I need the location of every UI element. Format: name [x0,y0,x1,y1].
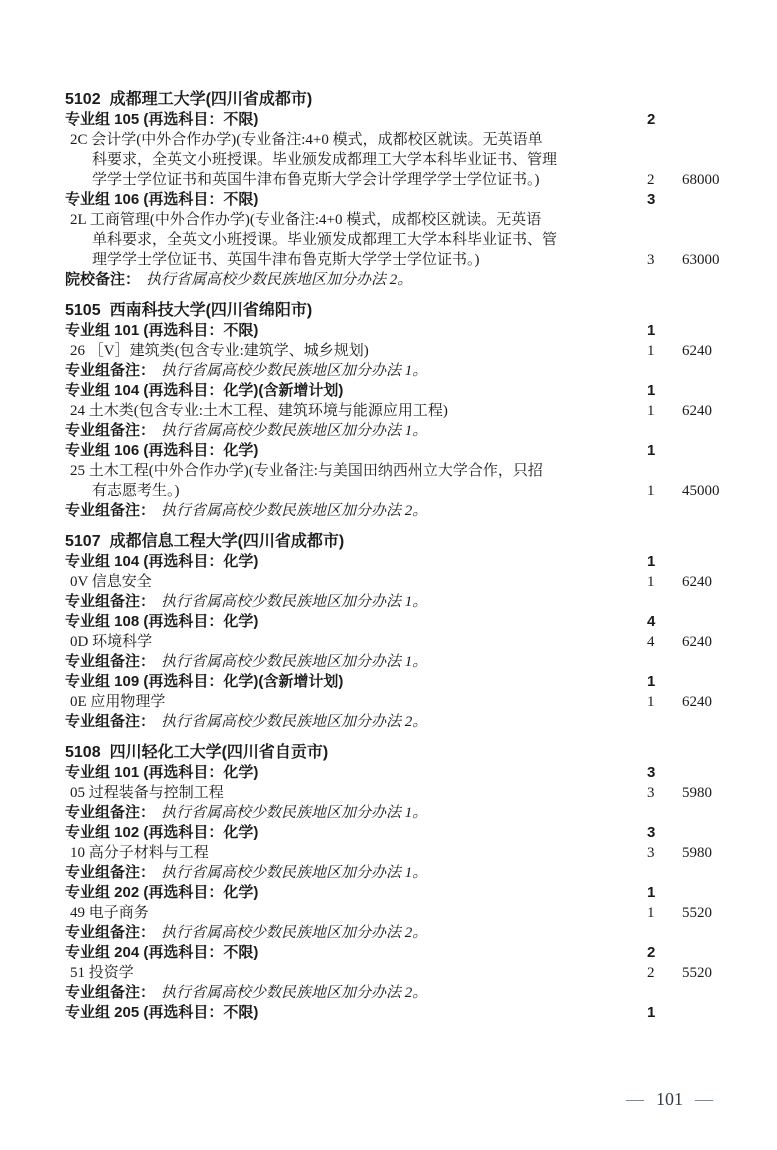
major-plan-count: 1 [647,694,655,710]
group-label: 专业组 202 (再选科目：化学) [65,884,259,901]
group-label: 专业组 104 (再选科目：化学) [65,553,259,570]
major-row [65,963,754,983]
note-label: 专业组备注： [65,593,156,610]
group-note-row [65,652,754,672]
group-row [65,321,754,341]
group-row [65,441,754,461]
major-row [65,572,754,592]
group-note-row [65,923,754,943]
group-label: 专业组 104 (再选科目：化学)(含新增计划) [65,382,344,399]
university-section [65,301,754,521]
major-tuition-fee: 45000 [682,483,720,499]
note-text: 执行省属高校少数民族地区加分办法 2。 [161,985,428,1001]
major-plan-count: 2 [647,965,655,981]
major-text [65,461,644,501]
major-row [65,401,754,421]
group-plan-count: 3 [647,824,656,841]
note-label: 专业组备注： [65,804,156,821]
note-text: 执行省属高校少数民族地区加分办法 2。 [161,503,428,519]
major-plan-count: 1 [647,574,655,590]
group-label: 专业组 109 (再选科目：化学)(含新增计划) [65,673,344,690]
group-plan-count: 2 [647,944,656,961]
note-text: 执行省属高校少数民族地区加分办法 1。 [161,363,428,379]
group-row [65,190,754,210]
note-label: 专业组备注： [65,502,156,519]
group-row [65,612,754,632]
major-row [65,341,754,361]
group-plan-count: 3 [647,191,656,208]
major-line: 49 电子商务 [70,905,149,921]
note-label: 专业组备注： [65,984,156,1001]
group-plan-count: 1 [647,322,656,339]
university-section [65,532,754,732]
major-text [65,572,644,592]
page-number-dash-left: — [626,1089,644,1109]
major-line: 0D 环境科学 [70,634,153,650]
university-heading [65,743,754,763]
group-row [65,1003,754,1023]
group-row [65,110,754,130]
major-line: 2C 会计学(中外合作办学)(专业备注:4+0 模式，成都校区就读。无英语单 [70,132,543,148]
university-heading [65,90,754,110]
group-label: 专业组 105 (再选科目：不限) [65,111,259,128]
major-line: 24 土木类(包含专业:土木工程、建筑环境与能源应用工程) [70,403,448,419]
university-name: 成都理工大学(四川省成都市) [109,91,313,108]
university-heading [65,301,754,321]
major-plan-count: 2 [647,172,655,188]
group-label: 专业组 101 (再选科目：不限) [65,322,259,339]
major-plan-count: 1 [647,343,655,359]
note-text: 执行省属高校少数民族地区加分办法 1。 [161,805,428,821]
group-note-row [65,712,754,732]
group-plan-count: 1 [647,553,656,570]
group-row [65,823,754,843]
major-tuition-fee: 63000 [682,252,720,268]
group-row [65,552,754,572]
major-line: 25 土木工程(中外合作办学)(专业备注:与美国田纳西州立大学合作，只招 [70,463,543,479]
major-row [65,461,754,501]
group-note-row [65,592,754,612]
major-tuition-fee: 6240 [682,343,712,359]
note-text: 执行省属高校少数民族地区加分办法 2。 [161,714,428,730]
major-tuition-fee: 5520 [682,965,712,981]
group-label: 专业组 205 (再选科目：不限) [65,1004,259,1021]
major-text [65,963,644,983]
major-line: 有志愿考生。) [92,483,180,499]
major-line: 26 ［V］建筑类(包含专业:建筑学、城乡规划) [70,343,369,359]
major-text [65,210,644,270]
group-plan-count: 4 [647,613,656,630]
major-plan-count: 1 [647,483,655,499]
university-name: 成都信息工程大学(四川省成都市) [109,533,345,550]
university-name: 西南科技大学(四川省绵阳市) [109,302,313,319]
major-text [65,783,644,803]
group-plan-count: 3 [647,764,656,781]
university-code: 5108 [65,744,101,761]
note-text: 执行省属高校少数民族地区加分办法 2。 [161,925,428,941]
group-note-row [65,361,754,381]
major-plan-count: 3 [647,252,655,268]
group-row [65,883,754,903]
group-label: 专业组 101 (再选科目：化学) [65,764,259,781]
note-label: 专业组备注： [65,864,156,881]
group-row [65,381,754,401]
major-row [65,210,754,270]
major-text [65,692,644,712]
group-plan-count: 2 [647,111,656,128]
major-line: 0V 信息安全 [70,574,152,590]
university-section [65,743,754,1023]
group-note-row [65,501,754,521]
note-label: 专业组备注： [65,653,156,670]
major-plan-count: 3 [647,785,655,801]
university-code: 5107 [65,533,101,550]
note-label: 院校备注： [65,271,141,288]
note-label: 专业组备注： [65,422,156,439]
major-tuition-fee: 6240 [682,403,712,419]
major-row [65,130,754,190]
page-number-value: 101 [656,1089,683,1109]
school-note-row [65,270,754,290]
major-tuition-fee: 6240 [682,634,712,650]
group-label: 专业组 102 (再选科目：化学) [65,824,259,841]
major-tuition-fee: 6240 [682,574,712,590]
major-row [65,692,754,712]
group-label: 专业组 106 (再选科目：化学) [65,442,259,459]
major-tuition-fee: 5980 [682,785,712,801]
major-line: 2L 工商管理(中外合作办学)(专业备注:4+0 模式，成都校区就读。无英语 [70,212,542,228]
major-tuition-fee: 68000 [682,172,720,188]
major-row [65,903,754,923]
major-text [65,401,644,421]
major-text [65,341,644,361]
group-label: 专业组 204 (再选科目：不限) [65,944,259,961]
major-line: 科要求，全英文小班授课。毕业颁发成都理工大学本科毕业证书、管理 [92,152,558,168]
university-section [65,90,754,290]
major-line: 单科要求，全英文小班授课。毕业颁发成都理工大学本科毕业证书、管 [92,232,558,248]
note-text: 执行省属高校少数民族地区加分办法 1。 [161,423,428,439]
major-row [65,632,754,652]
major-plan-count: 3 [647,845,655,861]
major-row [65,783,754,803]
major-line: 10 高分子材料与工程 [70,845,209,861]
major-plan-count: 1 [647,905,655,921]
major-text [65,632,644,652]
group-plan-count: 1 [647,1004,656,1021]
group-note-row [65,863,754,883]
group-plan-count: 1 [647,884,656,901]
group-note-row [65,983,754,1003]
group-row [65,672,754,692]
major-line: 51 投资学 [70,965,134,981]
group-plan-count: 1 [647,673,656,690]
major-tuition-fee: 5980 [682,845,712,861]
note-label: 专业组备注： [65,713,156,730]
major-line: 0E 应用物理学 [70,694,166,710]
group-note-row [65,803,754,823]
major-tuition-fee: 6240 [682,694,712,710]
note-label: 专业组备注： [65,924,156,941]
major-text [65,843,644,863]
note-text: 执行省属高校少数民族地区加分办法 1。 [161,594,428,610]
major-line: 理学学士学位证书、英国牛津布鲁克斯大学学士学位证书。) [92,252,480,268]
major-line: 学学士学位证书和英国牛津布鲁克斯大学会计学理学学士学位证书。) [92,172,540,188]
group-row [65,943,754,963]
note-label: 专业组备注： [65,362,156,379]
group-note-row [65,421,754,441]
note-text: 执行省属高校少数民族地区加分办法 1。 [161,654,428,670]
group-plan-count: 1 [647,382,656,399]
group-row [65,763,754,783]
university-heading [65,532,754,552]
group-plan-count: 1 [647,442,656,459]
university-code: 5105 [65,302,101,319]
major-text [65,130,644,190]
major-tuition-fee: 5520 [682,905,712,921]
note-text: 执行省属高校少数民族地区加分办法 1。 [161,865,428,881]
university-code: 5102 [65,91,101,108]
note-text: 执行省属高校少数民族地区加分办法 2。 [146,272,413,288]
major-plan-count: 1 [647,403,655,419]
page-number [626,1088,713,1110]
major-text [65,903,644,923]
major-row [65,843,754,863]
major-plan-count: 4 [647,634,655,650]
page-number-dash-right: — [695,1089,713,1109]
group-label: 专业组 108 (再选科目：化学) [65,613,259,630]
university-name: 四川轻化工大学(四川省自贡市) [109,744,329,761]
major-line: 05 过程装备与控制工程 [70,785,224,801]
group-label: 专业组 106 (再选科目：不限) [65,191,259,208]
